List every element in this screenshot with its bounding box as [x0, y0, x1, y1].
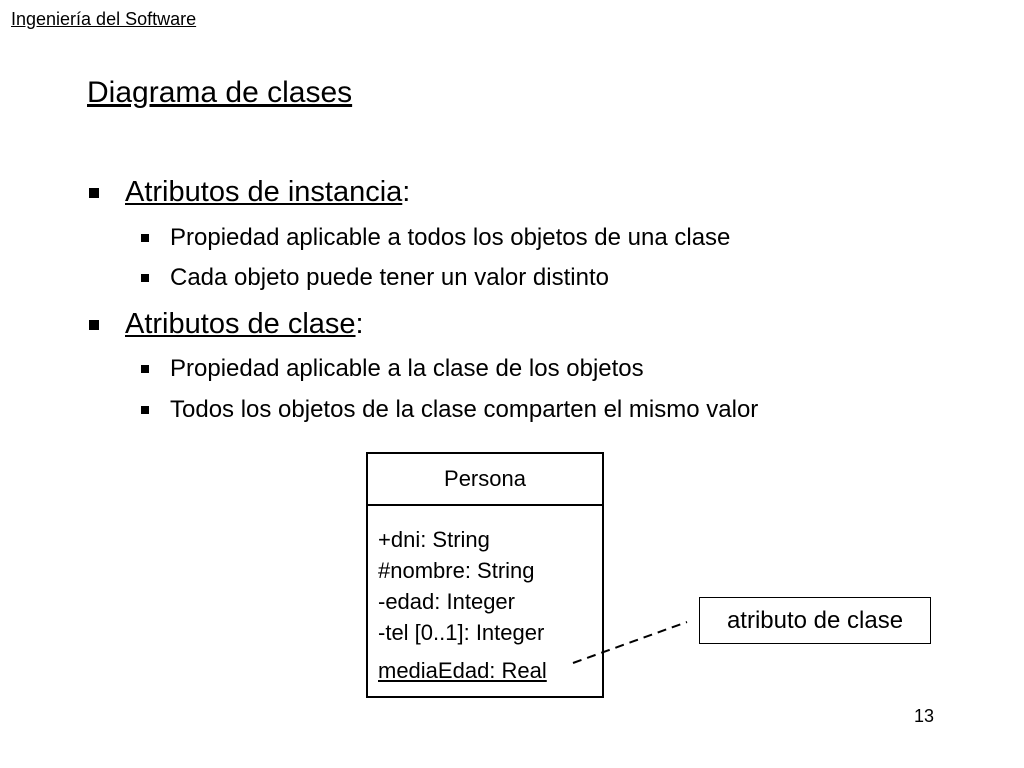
sub-bullet	[141, 355, 644, 383]
square-bullet-icon	[141, 406, 149, 414]
note-box: atributo de clase	[699, 597, 931, 644]
sub-bullet-text: Todos los objetos de la clase comparten el mismo valor	[170, 396, 759, 423]
sub-bullet	[141, 224, 730, 252]
sub-bullet-text: Propiedad aplicable a todos los objetos de una clase	[170, 224, 731, 251]
uml-class-box	[366, 452, 604, 698]
bullet-suffix: :	[402, 176, 411, 208]
square-bullet-icon	[141, 234, 149, 242]
uml-attribute: -tel [0..1]: Integer	[378, 620, 545, 645]
bullet-label: Atributos de clase	[125, 308, 356, 340]
bullet-instance-attributes	[89, 176, 410, 209]
uml-attribute-list	[368, 506, 602, 686]
uml-static-attribute: mediaEdad: Real	[378, 658, 547, 683]
uml-class-name: Persona	[368, 454, 602, 506]
uml-attribute: +dni: String	[378, 527, 490, 552]
square-bullet-icon	[89, 320, 99, 330]
sub-bullet-text: Cada objeto puede tener un valor distinto	[170, 264, 609, 291]
square-bullet-icon	[89, 188, 99, 198]
uml-attribute: -edad: Integer	[378, 589, 515, 614]
uml-attribute: #nombre: String	[378, 558, 535, 583]
sub-bullet	[141, 264, 609, 292]
page-number: 13	[914, 706, 935, 726]
square-bullet-icon	[141, 365, 149, 373]
bullet-class-attributes	[89, 308, 364, 341]
course-header: Ingeniería del Software	[11, 9, 197, 29]
bullet-label: Atributos de instancia	[125, 176, 403, 208]
bullet-suffix: :	[355, 308, 364, 340]
sub-bullet-text: Propiedad aplicable a la clase de los objetos	[170, 355, 644, 382]
sub-bullet	[141, 396, 758, 424]
square-bullet-icon	[141, 274, 149, 282]
slide-title: Diagrama de clases	[87, 76, 353, 109]
